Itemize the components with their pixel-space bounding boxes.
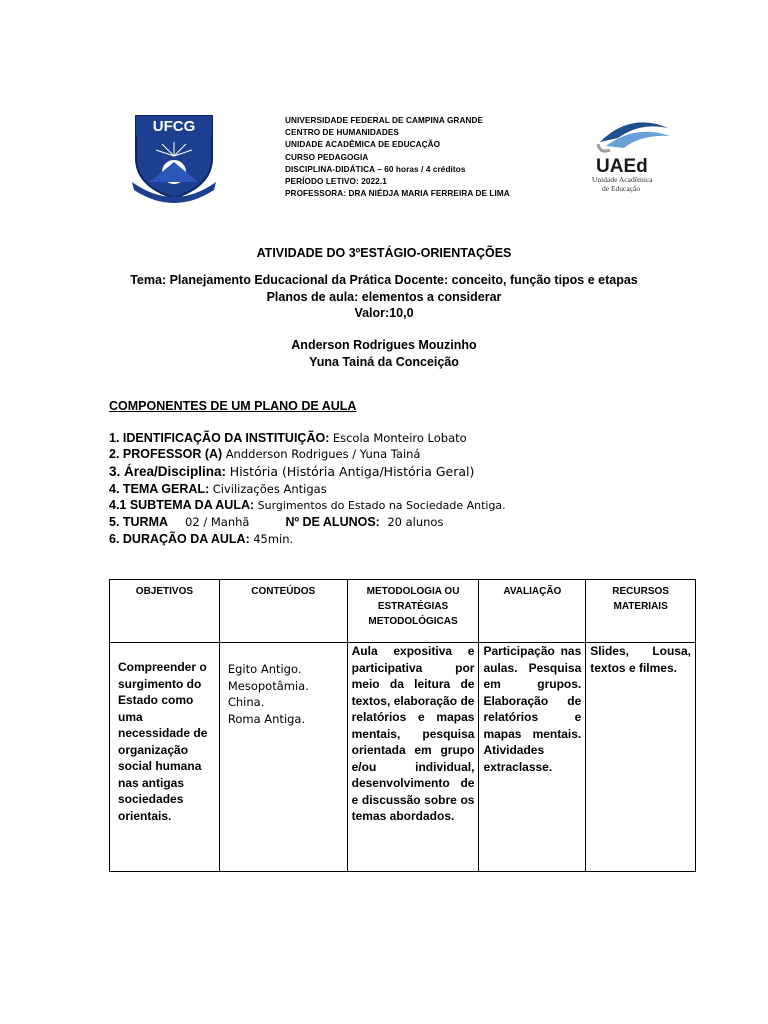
component-label: 3. Área/Disciplina: bbox=[109, 464, 230, 479]
component-label: 4. TEMA GERAL: bbox=[109, 482, 213, 496]
table-header: RECURSOS MATERIAIS bbox=[586, 580, 696, 643]
table-header-row bbox=[110, 580, 696, 643]
author-name: Yuna Tainá da Conceição bbox=[309, 355, 459, 369]
table-cell: Participação nas aulas. Pesquisa em grupos. Elaboração de relatórios e mapas mentais. Atividades extraclasse. bbox=[479, 643, 586, 872]
component-item bbox=[109, 482, 327, 496]
table-cell: Slides, Lousa, textos e filmes. bbox=[586, 643, 696, 872]
component-value: Escola Monteiro Lobato bbox=[332, 431, 467, 445]
component-label: 2. PROFESSOR (A) bbox=[109, 447, 226, 461]
header-line: DISCIPLINA-DIDÁTICA – 60 horas / 4 créditos bbox=[285, 164, 466, 174]
component-item bbox=[109, 515, 443, 529]
component-value: Civilizações Antigas bbox=[212, 482, 327, 496]
header-line: CURSO PEDAGOGIA bbox=[285, 152, 369, 162]
component-item bbox=[109, 532, 293, 546]
header-line: PROFESSORA: DRA NIÉDJA MARIA FERREIRA DE LIMA bbox=[285, 189, 510, 199]
header-line: PERÍODO LETIVO: 2022.1 bbox=[285, 177, 387, 187]
header-line: CENTRO DE HUMANIDADES bbox=[285, 128, 399, 138]
ufcg-logo bbox=[128, 112, 220, 204]
activity-title: ATIVIDADE DO 3ºESTÁGIO-ORIENTAÇÕES bbox=[256, 246, 512, 260]
table-header: OBJETIVOS bbox=[110, 580, 220, 643]
component-item bbox=[109, 464, 474, 479]
header-line: UNIVERSIDADE FEDERAL DE CAMPINA GRANDE bbox=[285, 116, 484, 125]
valor-line: Valor:10,0 bbox=[354, 306, 414, 320]
component-label: Nº DE ALUNOS: bbox=[285, 515, 384, 529]
uaed-logo bbox=[590, 114, 680, 196]
component-value: 20 alunos bbox=[387, 515, 444, 529]
component-label: 4.1 SUBTEMA DA AULA: bbox=[109, 498, 258, 512]
uaed-logo-text: UAEd bbox=[596, 156, 648, 177]
table-cell: Compreender o surgimento do Estado como uma necessidade de organização social humana nas antigas sociedades orientais. bbox=[110, 643, 220, 872]
component-item bbox=[109, 447, 420, 461]
component-item bbox=[109, 431, 467, 445]
component-label: 5. TURMA bbox=[109, 515, 172, 529]
table-header: AVALIAÇÃO bbox=[479, 580, 586, 643]
uaed-logo-subtitle: Unidade Acadêmica bbox=[592, 175, 653, 184]
table-cell: Egito Antigo. Mesopotâmia. China. Roma Antiga. bbox=[219, 643, 347, 872]
table-cell: Aula expositiva e participativa por meio da leitura de textos, elaboração de relatórios e mapas mentais, pesquisa orientada em grupo e/ou individual, desenvolvimento de e discussão sobre os temas abordados. bbox=[347, 643, 479, 872]
lesson-plan-table bbox=[109, 579, 696, 872]
tema-line: Tema: Planejamento Educacional da Prática Docente: conceito, função tipos e etapas bbox=[130, 273, 638, 287]
table-header: METODOLOGIA OU ESTRATÉGIAS METODOLÓGICAS bbox=[347, 580, 479, 643]
component-value: 45min. bbox=[253, 532, 294, 546]
institution-header bbox=[285, 115, 510, 200]
component-value: 02 / Manhã bbox=[185, 515, 250, 529]
component-value: Andderson Rodrigues / Yuna Tainá bbox=[225, 447, 421, 461]
planos-line: Planos de aula: elementos a considerar bbox=[266, 290, 502, 304]
uaed-logo-subtitle: de Educação bbox=[602, 184, 641, 193]
header-line: UNIDADE ACADÊMICA DE EDUCAÇÃO bbox=[285, 140, 441, 150]
component-label: 1. IDENTIFICAÇÃO DA INSTITUIÇÃO: bbox=[109, 431, 333, 445]
table-row bbox=[110, 643, 696, 872]
component-label: 6. DURAÇÃO DA AULA: bbox=[109, 532, 254, 546]
components-heading: COMPONENTES DE UM PLANO DE AULA bbox=[109, 399, 357, 413]
component-item bbox=[109, 498, 506, 512]
component-value: Surgimentos do Estado na Sociedade Antiga. bbox=[257, 499, 506, 512]
author-name: Anderson Rodrigues Mouzinho bbox=[291, 338, 477, 352]
table-header: CONTEÚDOS bbox=[219, 580, 347, 643]
ufcg-logo-text: UFCG bbox=[152, 118, 196, 135]
component-value: História (História Antiga/História Geral) bbox=[229, 464, 475, 479]
